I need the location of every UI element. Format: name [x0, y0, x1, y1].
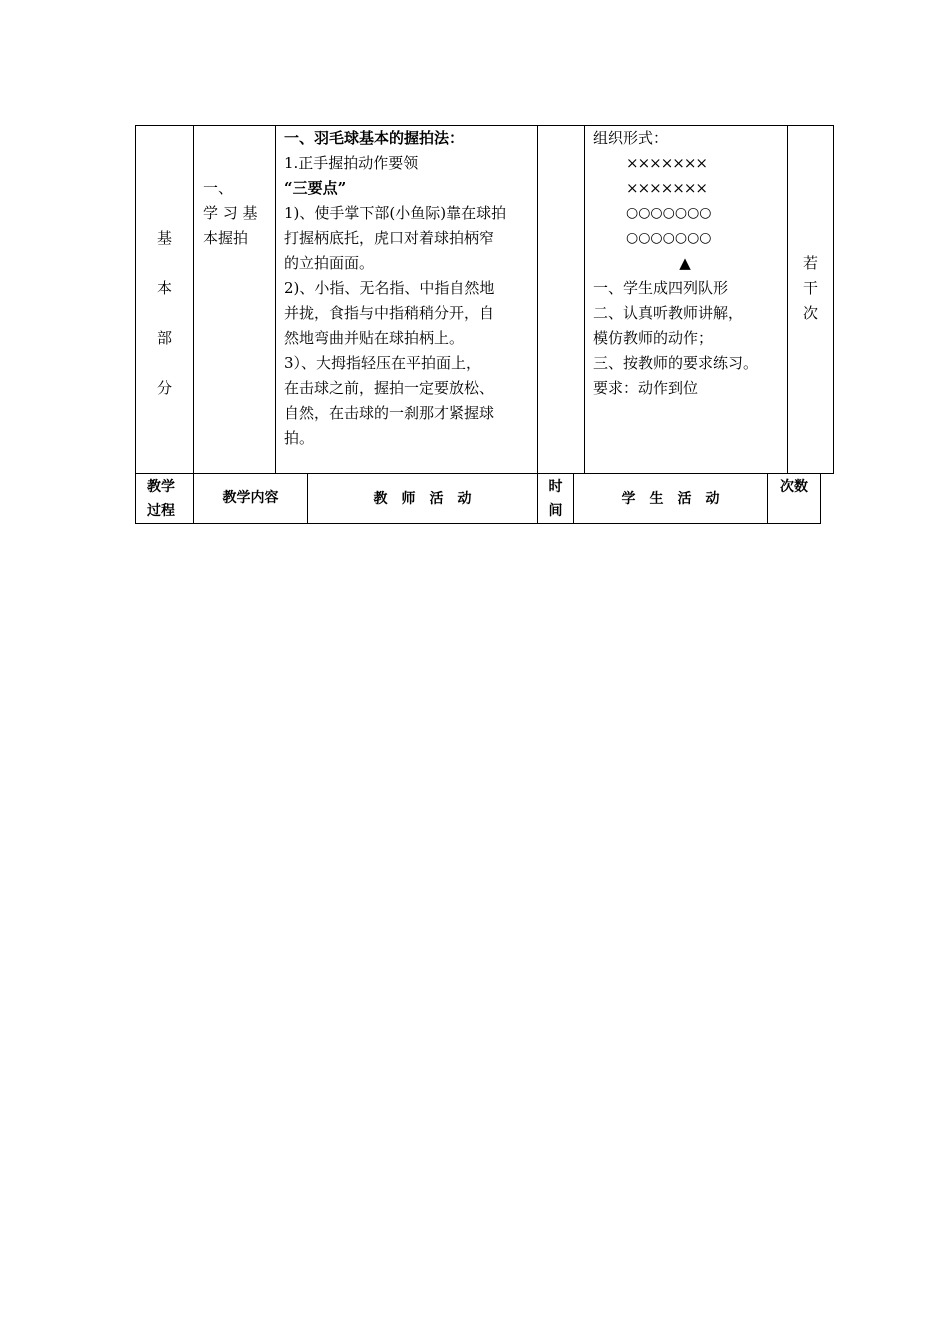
col-border — [275, 125, 276, 474]
student-line: 三、按教师的要求练习。 — [593, 354, 759, 372]
three-points-label: “三要点” — [284, 179, 347, 197]
table-top-border — [135, 125, 834, 126]
student-line: 二、认真听教师讲解， — [593, 304, 744, 322]
formation-row-x: ××××××× — [626, 179, 707, 197]
formation-row-o: ○○○○○○○ — [626, 205, 712, 221]
section-char: 分 — [156, 379, 172, 397]
content-line: 一、 — [203, 179, 234, 197]
col-border — [193, 125, 194, 474]
teacher-line: 在击球之前，握拍一定要放松、 — [284, 379, 495, 397]
teacher-line: 的立拍面面。 — [284, 254, 375, 272]
student-line: 模仿教师的动作； — [593, 329, 714, 347]
content-line: 学 习 基 — [203, 204, 258, 222]
teacher-line: 3）、大拇指轻压在平拍面上， — [284, 354, 482, 372]
content-line: 本握拍 — [203, 229, 249, 247]
teacher-line: 然地弯曲并贴在球拍柄上。 — [284, 329, 465, 347]
teacher-line: 并拢，食指与中指稍稍分开，自 — [284, 304, 495, 322]
count-char: 干 — [802, 279, 818, 297]
formation-row-o: ○○○○○○○ — [626, 230, 712, 246]
col-border — [584, 125, 585, 474]
header-student: 学 生 活 动 — [621, 491, 720, 507]
teacher-line: 拍。 — [284, 429, 315, 447]
header-bottom-border — [135, 523, 821, 524]
org-title: 组织形式： — [593, 129, 669, 147]
student-line: 要求：动作到位 — [593, 379, 699, 397]
header-count: 次数 — [780, 479, 808, 495]
teacher-line: 打握柄底托，虎口对着球拍柄窄 — [284, 229, 495, 247]
formation-row-x: ××××××× — [626, 154, 707, 172]
count-char: 若 — [802, 254, 818, 272]
teacher-subheading: 1.正手握拍动作要领 — [284, 154, 419, 172]
lesson-table — [0, 0, 950, 480]
student-line: 一、学生成四列队形 — [593, 279, 729, 297]
teacher-heading: 一、羽毛球基本的握拍法： — [284, 129, 465, 147]
teacher-line: 自然，在击球的一刹那才紧握球 — [284, 404, 495, 422]
header-time: 时 — [548, 479, 563, 495]
count-char: 次 — [802, 304, 818, 322]
section-char: 基 — [156, 229, 172, 247]
col-border — [537, 125, 538, 474]
header-time: 间 — [548, 503, 563, 519]
teacher-position-icon: ▲ — [679, 254, 691, 272]
teacher-line: 2)、小指、无名指、中指自然地 — [284, 279, 495, 297]
section-char: 本 — [156, 279, 172, 297]
header-process: 过程 — [147, 503, 175, 519]
header-teacher: 教 师 活 动 — [373, 491, 472, 507]
teacher-line: 1)、使手掌下部(小鱼际)靠在球拍 — [284, 204, 507, 222]
header-table — [0, 474, 950, 534]
section-char: 部 — [156, 329, 172, 347]
header-process: 教学 — [147, 479, 175, 495]
header-content: 教学内容 — [222, 490, 279, 506]
col-border — [833, 125, 834, 474]
header-col-border — [820, 474, 821, 524]
